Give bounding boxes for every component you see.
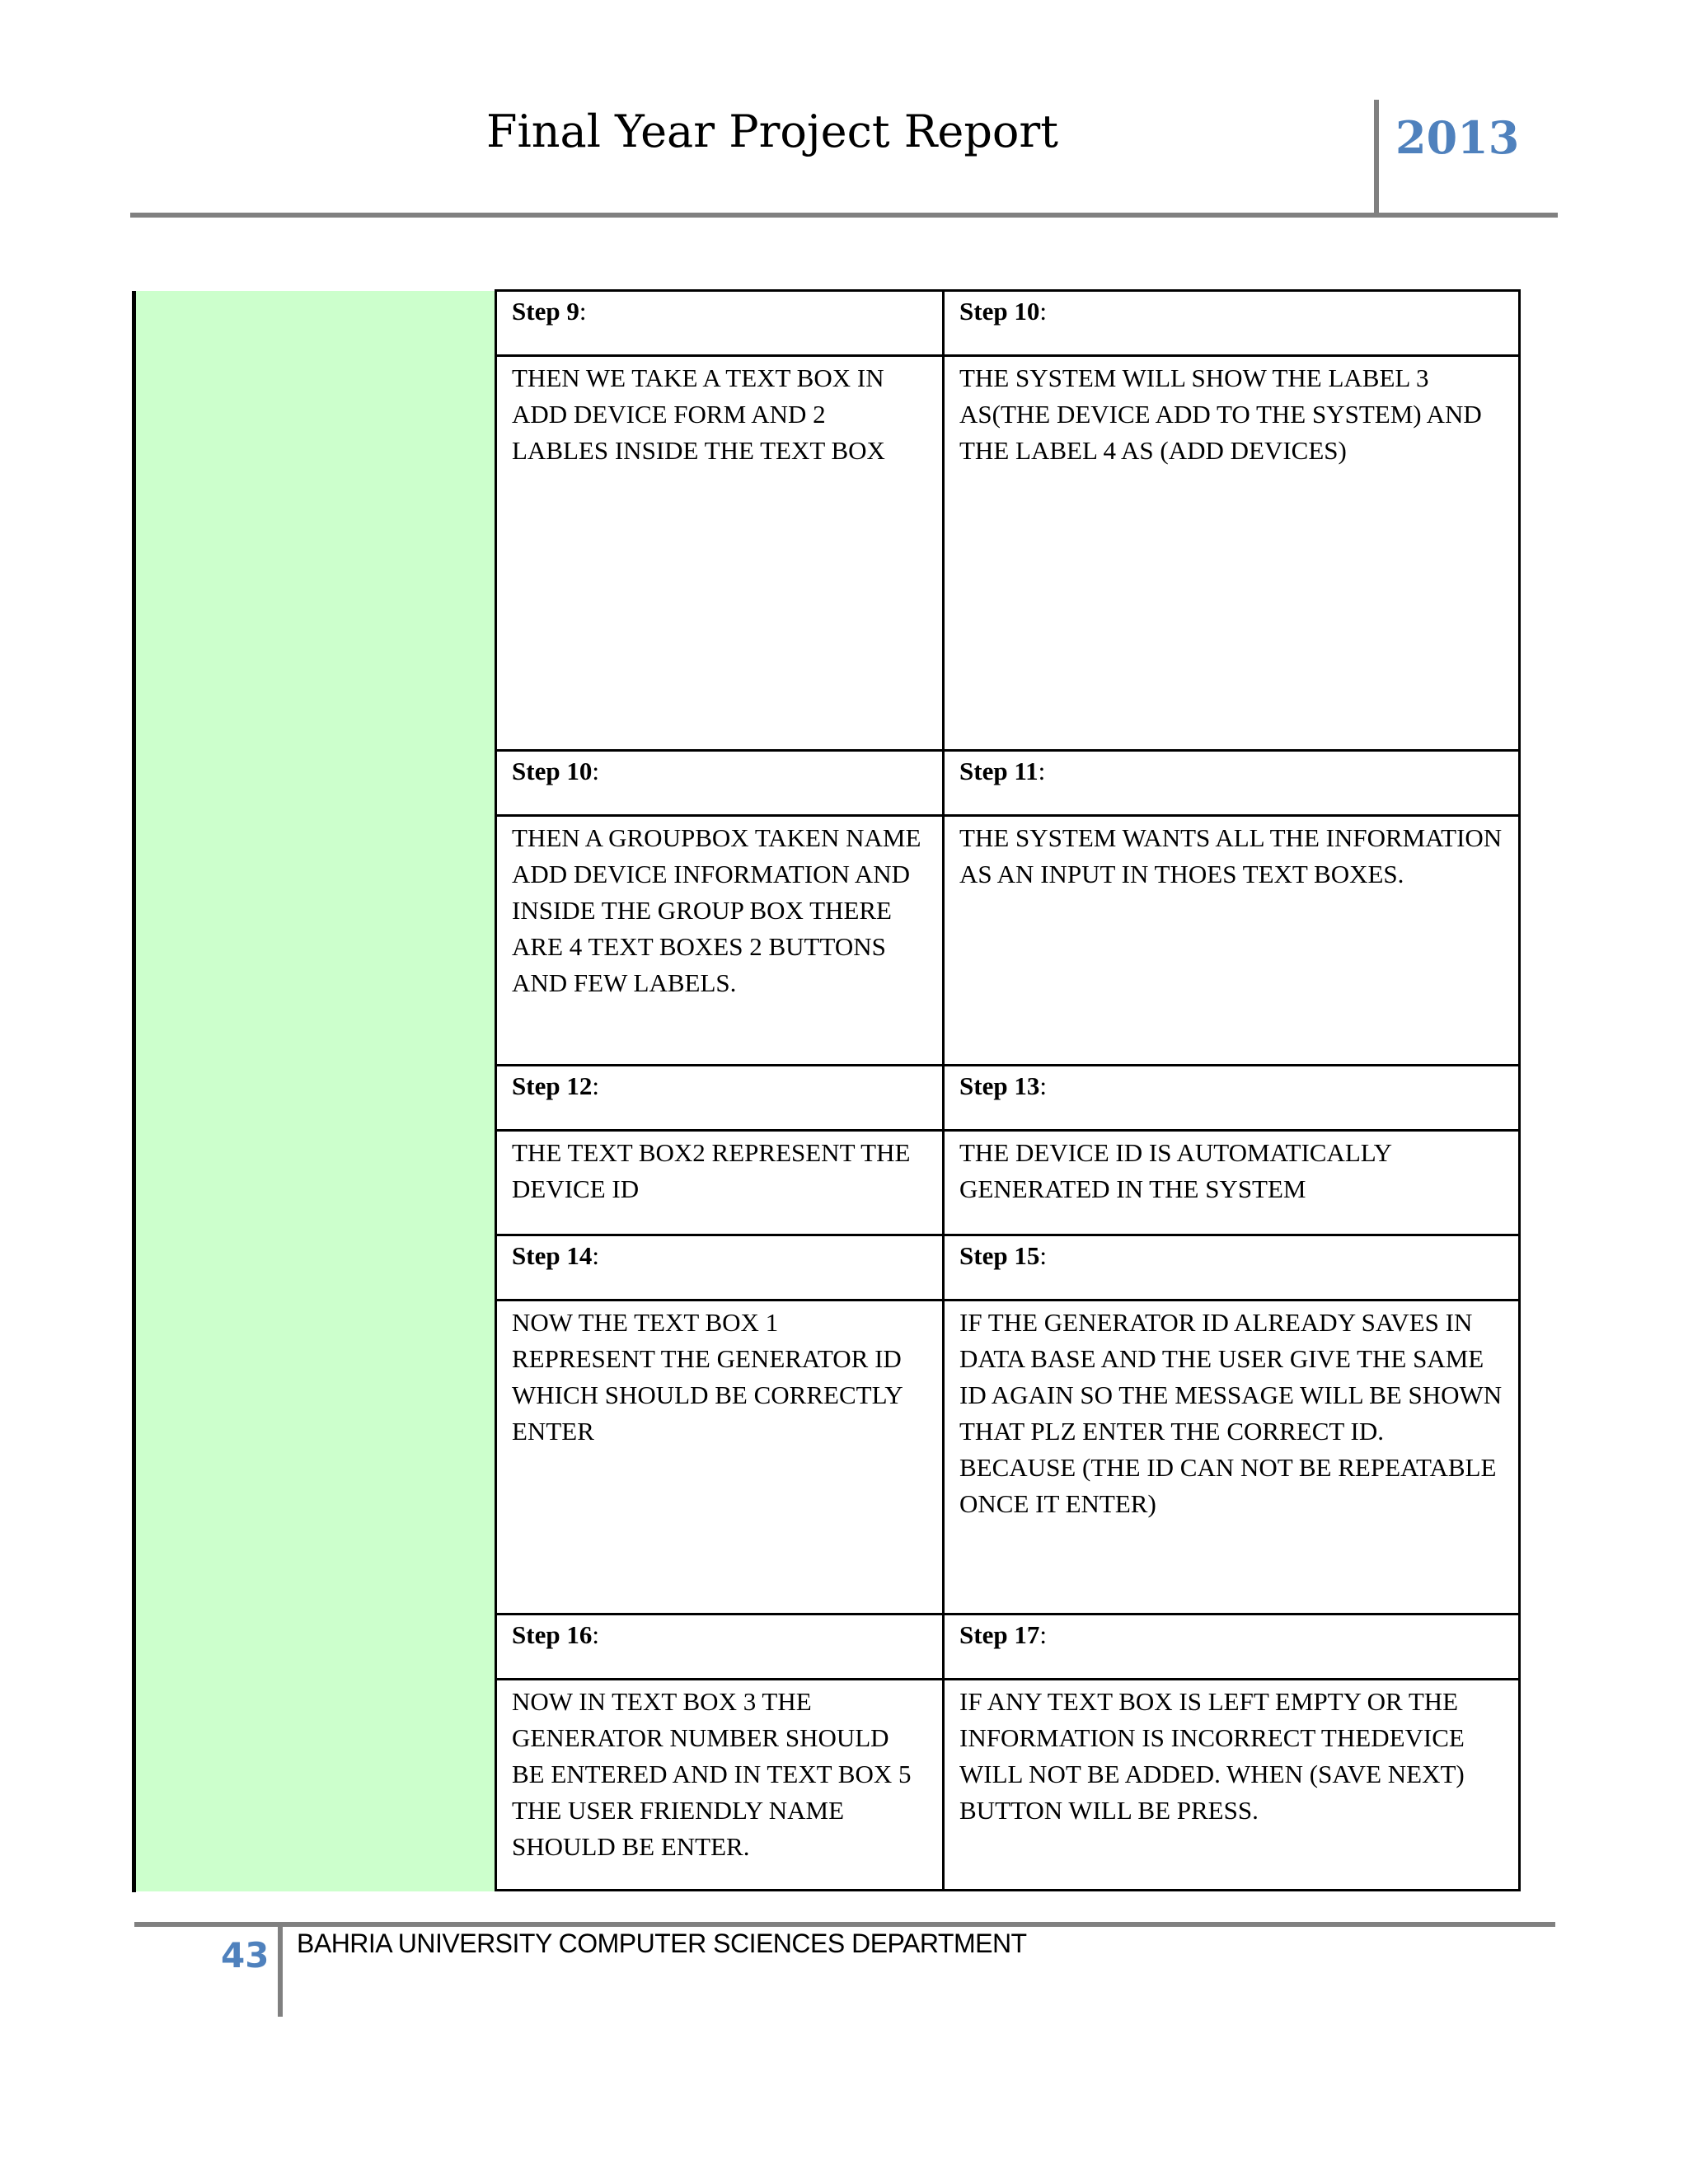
step-label-cell: Step 14: (496, 1235, 944, 1301)
step-header-row (496, 1066, 1520, 1131)
step-text-row (496, 816, 1520, 1066)
step-label-cell: Step 16: (496, 1615, 944, 1680)
step-label-cell: Step 12: (496, 1066, 944, 1131)
footer-department: BAHRIA UNIVERSITY COMPUTER SCIENCES DEPARTMENT (297, 1929, 1027, 1958)
step-text: THE TEXT BOX2 REPRESENT THE DEVICE ID (496, 1131, 944, 1235)
step-text: IF ANY TEXT BOX IS LEFT EMPTY OR THE INFORMATION IS INCORRECT THEDEVICE WILL NOT BE ADDED. WHEN (SAVE NEXT) BUTTON WILL BE PRESS. (944, 1680, 1520, 1891)
step-text: THE SYSTEM WANTS ALL THE INFORMATION AS AN INPUT IN THOES TEXT BOXES. (944, 816, 1520, 1066)
step-header-row (496, 1615, 1520, 1680)
step-label: Step 11 (959, 757, 1039, 785)
step-text: NOW THE TEXT BOX 1 REPRESENT THE GENERATOR ID WHICH SHOULD BE CORRECTLY ENTER (496, 1301, 944, 1615)
step-label-cell: Step 10: (496, 751, 944, 816)
step-label: Step 9 (512, 297, 579, 326)
footer-divider (278, 1926, 283, 2017)
side-green-panel (134, 291, 495, 1891)
step-text: THEN WE TAKE A TEXT BOX IN ADD DEVICE FORM AND 2 LABLES INSIDE THE TEXT BOX (496, 356, 944, 751)
footer-rule (134, 1922, 1555, 1927)
step-label: Step 16 (512, 1620, 593, 1649)
header-rule (130, 213, 1558, 218)
step-header-row (496, 751, 1520, 816)
step-text-row (496, 356, 1520, 751)
step-text-row (496, 1131, 1520, 1235)
step-text: THEN A GROUPBOX TAKEN NAME ADD DEVICE INFORMATION AND INSIDE THE GROUP BOX THERE ARE 4 TEXT BOXES 2 BUTTONS AND FEW LABELS. (496, 816, 944, 1066)
step-text-row (496, 1301, 1520, 1615)
step-label-cell: Step 9: (496, 291, 944, 356)
step-text: IF THE GENERATOR ID ALREADY SAVES IN DATA BASE AND THE USER GIVE THE SAME ID AGAIN SO THE MESSAGE WILL BE SHOWN THAT PLZ ENTER THE CORRECT ID. BECAUSE (THE ID CAN NOT BE REPEATABLE ONCE IT ENTER) (944, 1301, 1520, 1615)
step-label-cell: Step 11: (944, 751, 1520, 816)
step-label-cell: Step 15: (944, 1235, 1520, 1301)
step-label: Step 10 (512, 757, 593, 785)
step-label: Step 13 (959, 1071, 1040, 1100)
step-text: NOW IN TEXT BOX 3 THE GENERATOR NUMBER SHOULD BE ENTERED AND IN TEXT BOX 5 THE USER FRIENDLY NAME SHOULD BE ENTER. (496, 1680, 944, 1891)
table-left-border (132, 291, 136, 1892)
step-header-row (496, 291, 1520, 356)
step-label: Step 14 (512, 1241, 593, 1270)
step-label: Step 10 (959, 297, 1040, 326)
step-label-cell: Step 13: (944, 1066, 1520, 1131)
step-text: THE DEVICE ID IS AUTOMATICALLY GENERATED IN THE SYSTEM (944, 1131, 1520, 1235)
step-header-row (496, 1235, 1520, 1301)
step-text: THE SYSTEM WILL SHOW THE LABEL 3 AS(THE DEVICE ADD TO THE SYSTEM) AND THE LABEL 4 AS (ADD DEVICES) (944, 356, 1520, 751)
steps-table (495, 289, 1521, 1891)
step-label-cell: Step 10: (944, 291, 1520, 356)
step-label: Step 17 (959, 1620, 1040, 1649)
header-divider (1374, 100, 1379, 213)
document-year: 2013 (1395, 111, 1520, 164)
page-number: 43 (221, 1935, 270, 1975)
step-label-cell: Step 17: (944, 1615, 1520, 1680)
step-text-row (496, 1680, 1520, 1891)
step-label: Step 12 (512, 1071, 593, 1100)
step-label: Step 15 (959, 1241, 1040, 1270)
document-title: Final Year Project Report (486, 105, 1058, 157)
